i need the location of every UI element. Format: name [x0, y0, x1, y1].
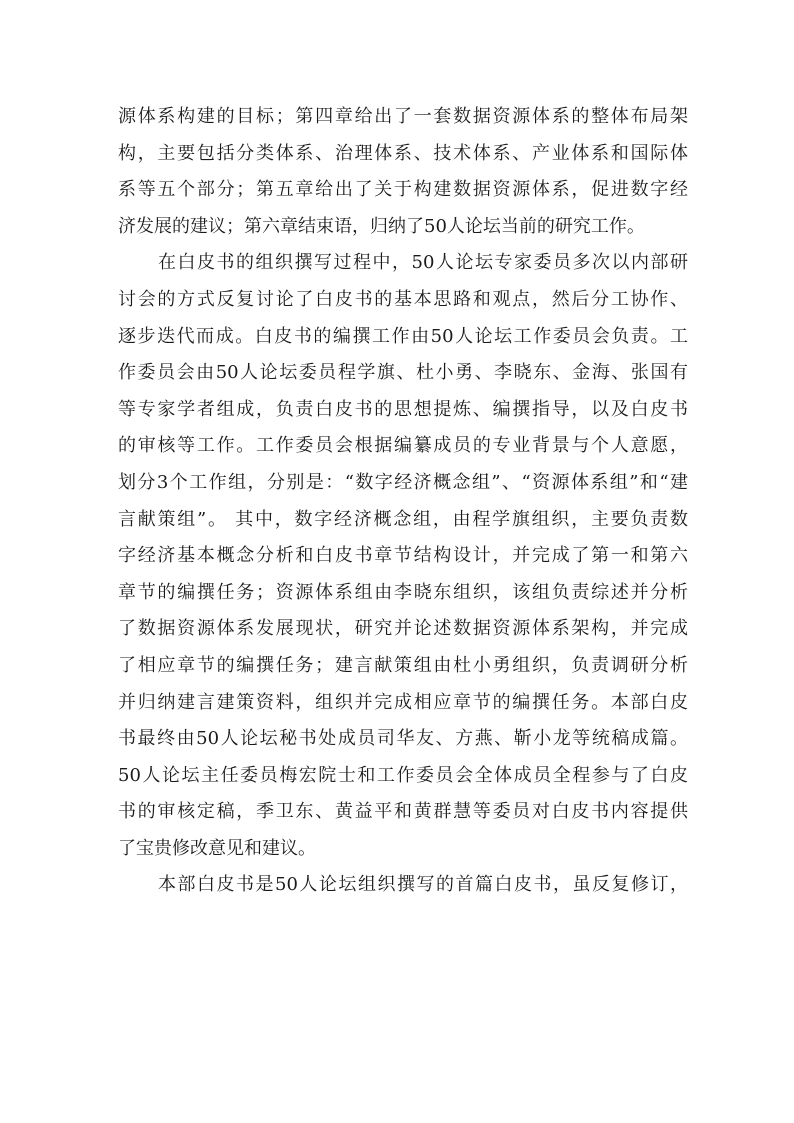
- text-line: 章节的编撰任务；资源体系组由李晓东组织，该组负责综述并分析: [118, 581, 688, 603]
- text-line: 在白皮书的组织撰写过程中，50人论坛专家委员多次以内部研: [158, 252, 688, 274]
- text-line: 了相应章节的编撰任务；建言献策组由杜小勇组织，负责调研分析: [118, 654, 688, 676]
- text-line: 作委员会由50人论坛委员程学旗、杜小勇、李晓东、金海、张国有: [118, 362, 688, 384]
- text-line: 划分3个工作组，分别是：“数字经济概念组”、“资源体系组”和“建: [118, 471, 688, 493]
- paragraph: [118, 99, 688, 245]
- text-line: 源体系构建的目标；第四章给出了一套数据资源体系的整体布局架: [118, 106, 688, 127]
- text-line: 书的审核定稿，季卫东、黄益平和黄群慧等委员对白皮书内容提供: [118, 801, 688, 823]
- text-line: 了宝贵修改意见和建议。: [118, 837, 316, 859]
- text-line: 了数据资源体系发展现状，研究并论述数据资源体系架构，并完成: [118, 618, 688, 640]
- text-line: 济发展的建议；第六章结束语，归纳了50人论坛当前的研究工作。: [118, 215, 645, 237]
- text-line: 逐步迭代而成。白皮书的编撰工作由50人论坛工作委员会负责。工: [118, 325, 688, 347]
- text-line: 构，主要包括分类体系、治理体系、技术体系、产业体系和国际体: [118, 142, 688, 164]
- text-line: 言献策组”。 其中，数字经济概念组，由程学旗组织，主要负责数: [118, 508, 688, 530]
- paragraph: [118, 245, 688, 867]
- text-line: 50人论坛主任委员梅宏院士和工作委员会全体成员全程参与了白皮: [118, 764, 688, 786]
- text-line: 的审核等工作。工作委员会根据编纂成员的专业背景与个人意愿，: [118, 435, 688, 457]
- text-line: 系等五个部分；第五章给出了关于构建数据资源体系，促进数字经: [118, 179, 688, 201]
- text-line: 讨会的方式反复讨论了白皮书的基本思路和观点，然后分工协作、: [118, 288, 688, 310]
- text-line: 并归纳建言建策资料，组织并完成相应章节的编撰任务。本部白皮: [118, 691, 688, 713]
- paragraph: [118, 867, 688, 904]
- text-line: 本部白皮书是50人论坛组织撰写的首篇白皮书，虽反复修订，: [158, 874, 688, 896]
- document-body: [118, 99, 688, 904]
- text-line: 书最终由50人论坛秘书处成员司华友、方燕、靳小龙等统稿成篇。: [118, 728, 688, 750]
- text-line: 字经济基本概念分析和白皮书章节结构设计，并完成了第一和第六: [118, 545, 688, 567]
- text-line: 等专家学者组成，负责白皮书的思想提炼、编撰指导，以及白皮书: [118, 398, 688, 420]
